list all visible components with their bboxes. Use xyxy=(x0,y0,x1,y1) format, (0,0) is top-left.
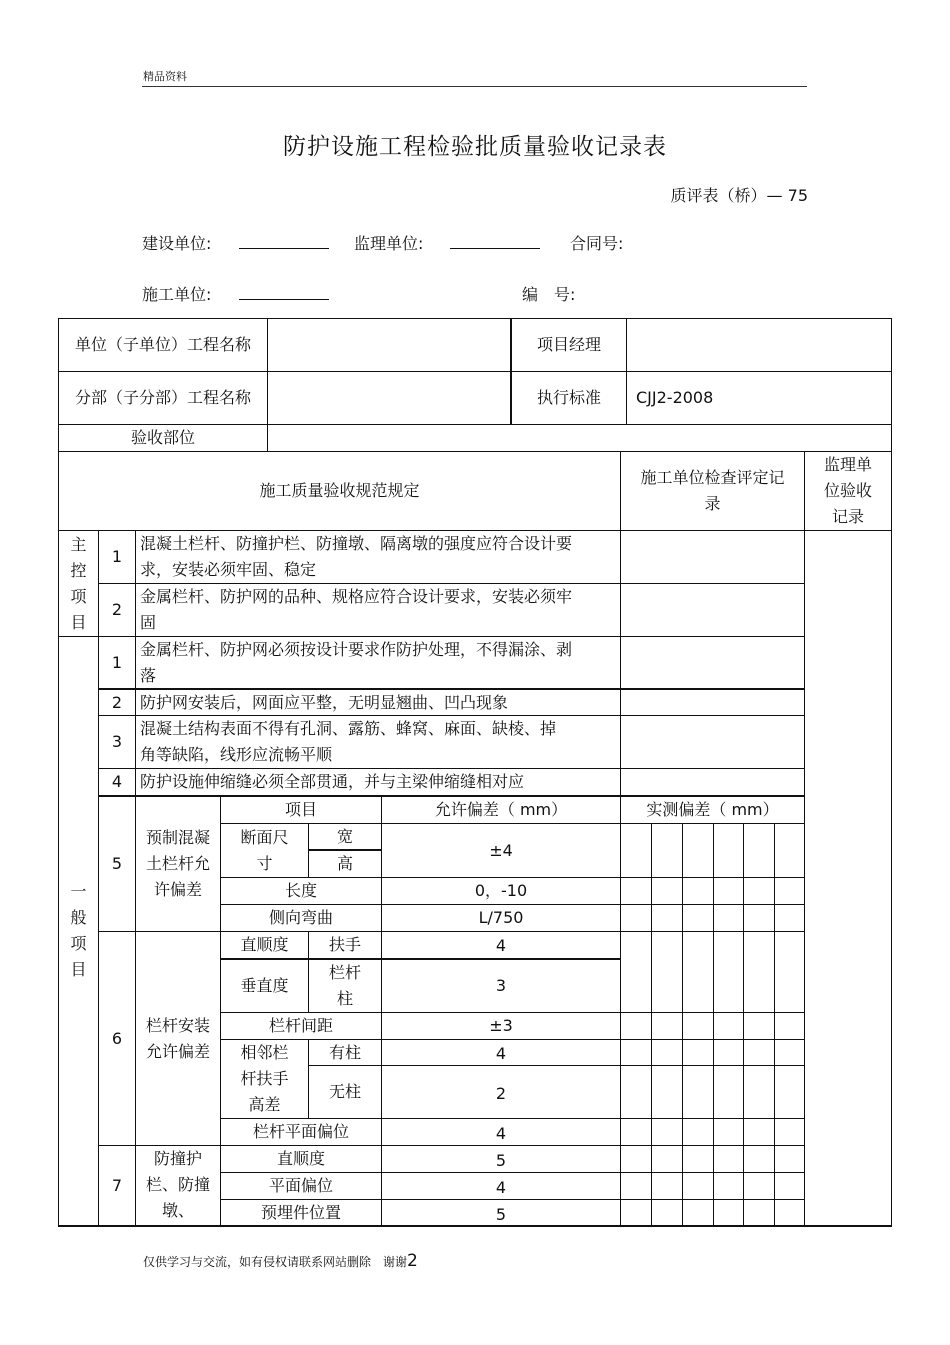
post-label: 栏杆柱 xyxy=(328,963,361,1008)
general-item-no: 3 xyxy=(111,732,123,751)
group-6-no: 6 xyxy=(111,1028,123,1048)
allow-header: 允许偏差（ mm） xyxy=(434,800,568,819)
length-label: 长度 xyxy=(284,881,317,900)
project-manager-value[interactable] xyxy=(627,319,891,371)
main-item-no: 2 xyxy=(111,600,123,619)
page-title: 防护设施工程检验批质量验收记录表 xyxy=(283,134,667,160)
unit-name-value[interactable] xyxy=(268,319,510,371)
g7-embed-label: 预埋件位置 xyxy=(260,1202,341,1222)
g7-plane-value: 4 xyxy=(495,1178,507,1197)
vertical-label: 垂直度 xyxy=(240,976,289,995)
general-item-text: 金属栏杆、防护网必须按设计要求作防护处理，不得漏涂、剥落 xyxy=(140,639,573,685)
construct-unit-underline xyxy=(239,299,329,300)
supervisor-record-header: 监理单位验收记录 xyxy=(823,455,872,526)
height-label: 高 xyxy=(336,854,353,873)
build-unit-underline xyxy=(239,248,329,249)
straight-value: 4 xyxy=(495,936,507,955)
serial-no-label: 编 号: xyxy=(522,285,576,304)
with-post-value: 4 xyxy=(495,1044,507,1063)
group-7-name: 防撞护栏、防撞墩、 xyxy=(146,1149,211,1220)
project-manager-label: 项目经理 xyxy=(536,335,601,354)
branch-name-value[interactable] xyxy=(268,372,510,424)
with-post-label: 有柱 xyxy=(328,1042,361,1062)
accept-part-value[interactable] xyxy=(268,425,891,451)
supervise-unit-underline xyxy=(450,248,540,249)
spec-header: 施工质量验收规范规定 xyxy=(259,481,420,500)
spacing-label: 栏杆间距 xyxy=(268,1016,333,1035)
general-items-category: 一般项目 xyxy=(70,882,87,979)
measured-header: 实测偏差（ mm） xyxy=(646,800,779,819)
header-source: 精品资料 xyxy=(143,70,187,83)
straight-label: 直顺度 xyxy=(240,935,289,954)
footer-note: 仅供学习与交流，如有侵权请联系网站删除 谢谢 xyxy=(143,1255,408,1269)
branch-name-label: 分部（子分部）工程名称 xyxy=(74,388,251,407)
contractor-check-header: 施工单位检查评定记录 xyxy=(640,468,785,513)
g7-straight-label: 直顺度 xyxy=(276,1149,325,1168)
build-unit-label: 建设单位: xyxy=(142,234,212,253)
no-post-label: 无柱 xyxy=(328,1082,361,1101)
vertical-value: 3 xyxy=(495,976,507,995)
footer xyxy=(143,1251,418,1271)
standard-value: CJJ2-2008 xyxy=(636,388,714,407)
main-item-no: 1 xyxy=(111,547,123,566)
construct-unit-label: 施工单位: xyxy=(142,285,212,304)
general-item-no: 1 xyxy=(111,652,123,672)
main-items-category: 主控项目 xyxy=(70,534,87,632)
general-item-no: 4 xyxy=(111,772,123,791)
general-item-no: 2 xyxy=(111,692,123,712)
handrail-label: 扶手 xyxy=(328,935,361,954)
standard-label: 执行标准 xyxy=(536,388,601,407)
bend-value: L/750 xyxy=(478,908,524,927)
form-number: 质评表（桥）— 75 xyxy=(670,186,808,205)
group-6-name: 栏杆安装允许偏差 xyxy=(146,1015,211,1061)
plane-value: 4 xyxy=(495,1124,507,1143)
group-5-name: 预制混凝土栏杆允许偏差 xyxy=(146,828,211,899)
section-size-label: 断面尺寸 xyxy=(240,827,289,873)
width-label: 宽 xyxy=(336,826,353,846)
page-number: 2 xyxy=(407,1251,418,1271)
spacing-value: ±3 xyxy=(489,1016,513,1035)
plane-label: 栏杆平面偏位 xyxy=(252,1122,349,1141)
main-item-text: 金属栏杆、防护网的品种、规格应符合设计要求，安装必须牢固 xyxy=(140,587,573,632)
g7-straight-value: 5 xyxy=(495,1151,507,1170)
length-value: 0，-10 xyxy=(474,881,528,900)
unit-name-label: 单位（子单位）工程名称 xyxy=(74,335,251,354)
header-divider xyxy=(142,86,807,87)
general-item-text: 防护网安装后，网面应平整，无明显翘曲、凹凸现象 xyxy=(140,692,509,712)
general-item-text: 防护设施伸缩缝必须全部贯通，并与主梁伸缩缝相对应 xyxy=(140,772,525,791)
g7-plane-label: 平面偏位 xyxy=(268,1176,333,1195)
group-7-no: 7 xyxy=(111,1175,123,1195)
no-post-value: 2 xyxy=(495,1084,507,1103)
supervise-unit-label: 监理单位: xyxy=(354,234,424,253)
item-header: 项目 xyxy=(284,800,317,819)
contract-no-label: 合同号: xyxy=(570,234,624,253)
adjacent-label: 相邻栏杆扶手高差 xyxy=(240,1043,289,1114)
main-item-text: 混凝土栏杆、防撞护栏、防撞墩、隔离墩的强度应符合设计要求，安装必须牢固、稳定 xyxy=(140,534,573,579)
g7-embed-value: 5 xyxy=(495,1204,507,1224)
group-5-no: 5 xyxy=(111,854,123,873)
section-value: ±4 xyxy=(489,840,513,860)
general-item-text: 混凝土结构表面不得有孔洞、露筋、蜂窝、麻面、缺棱、掉角等缺陷，线形应流畅平顺 xyxy=(140,719,557,764)
accept-part-label: 验收部位 xyxy=(130,428,195,447)
bend-label: 侧向弯曲 xyxy=(268,908,333,927)
